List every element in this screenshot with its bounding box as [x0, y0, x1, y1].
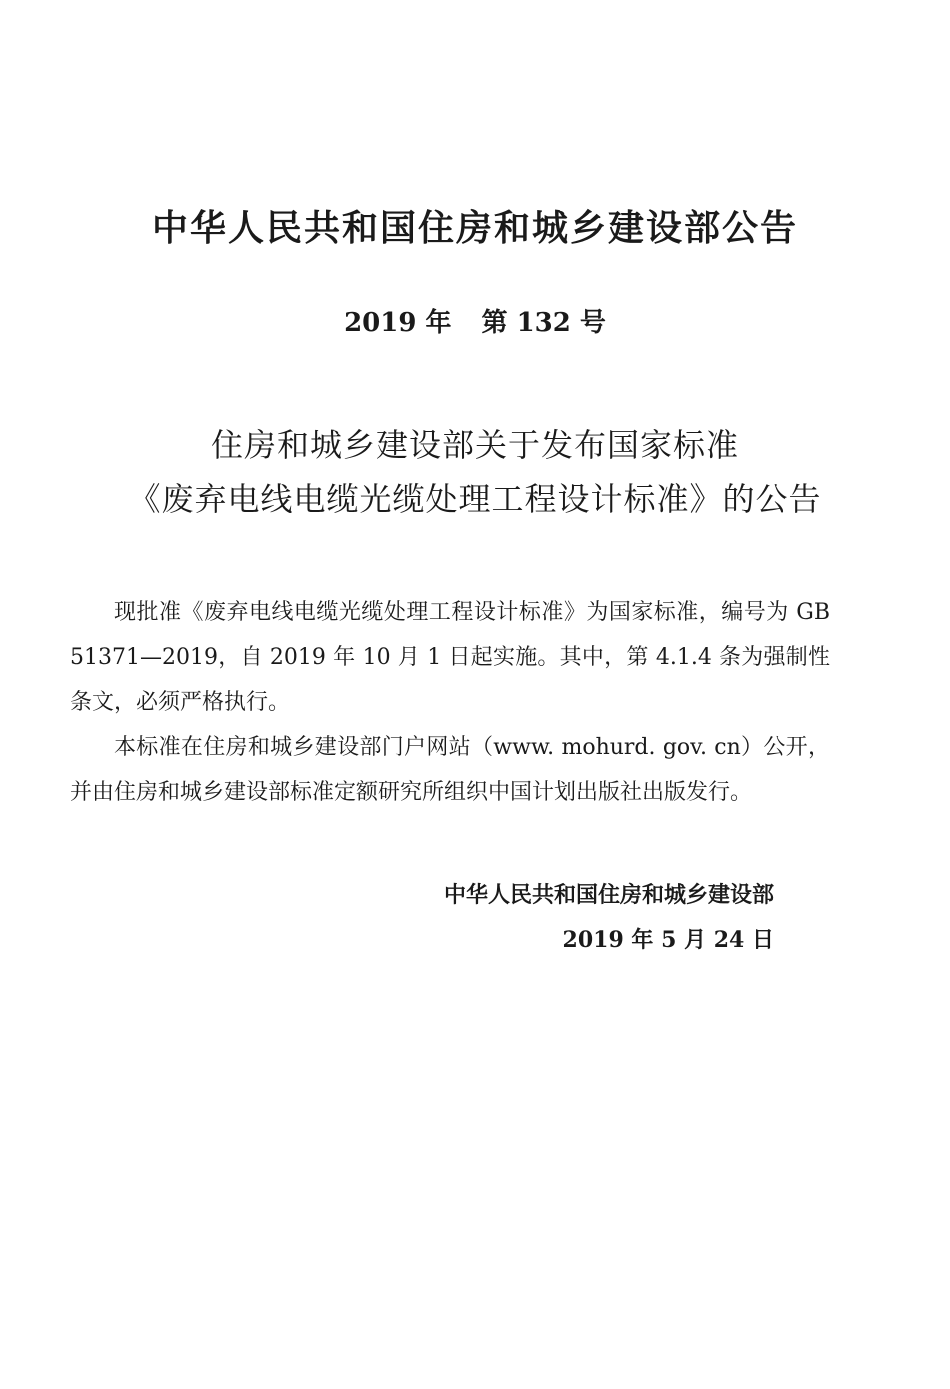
title-line-2: 《废弃电线电缆光缆处理工程设计标准》的公告 — [128, 480, 822, 518]
body-paragraph-2: 本标准在住房和城乡建设部门户网站（www. mohurd. gov. cn）公开，并由住房和城乡建设部标准定额研究所组织中国计划出版社出版发行。 — [70, 735, 830, 805]
signature-block — [444, 874, 774, 962]
announcement-body — [70, 590, 830, 815]
issuer-name: 中华人民共和国住房和城乡建设部 — [443, 883, 774, 908]
document-year: 2019 年 — [344, 308, 452, 338]
announcement-title — [0, 418, 950, 526]
announcement-header: 中华人民共和国住房和城乡建设部公告 — [151, 208, 798, 249]
issue-date: 2019 年 5 月 24 日 — [562, 927, 774, 953]
title-line-1: 住房和城乡建设部关于发布国家标准 — [210, 426, 739, 464]
document-serial: 第 132 号 — [481, 308, 606, 338]
body-paragraph-1: 现批准《废弃电线电缆光缆处理工程设计标准》为国家标准，编号为 GB 51371—2019，自 2019 年 10 月 1 日起实施。其中，第 4.1.4 条为强制性条文，必须严格执行。 — [70, 600, 830, 715]
document-number — [0, 302, 950, 339]
